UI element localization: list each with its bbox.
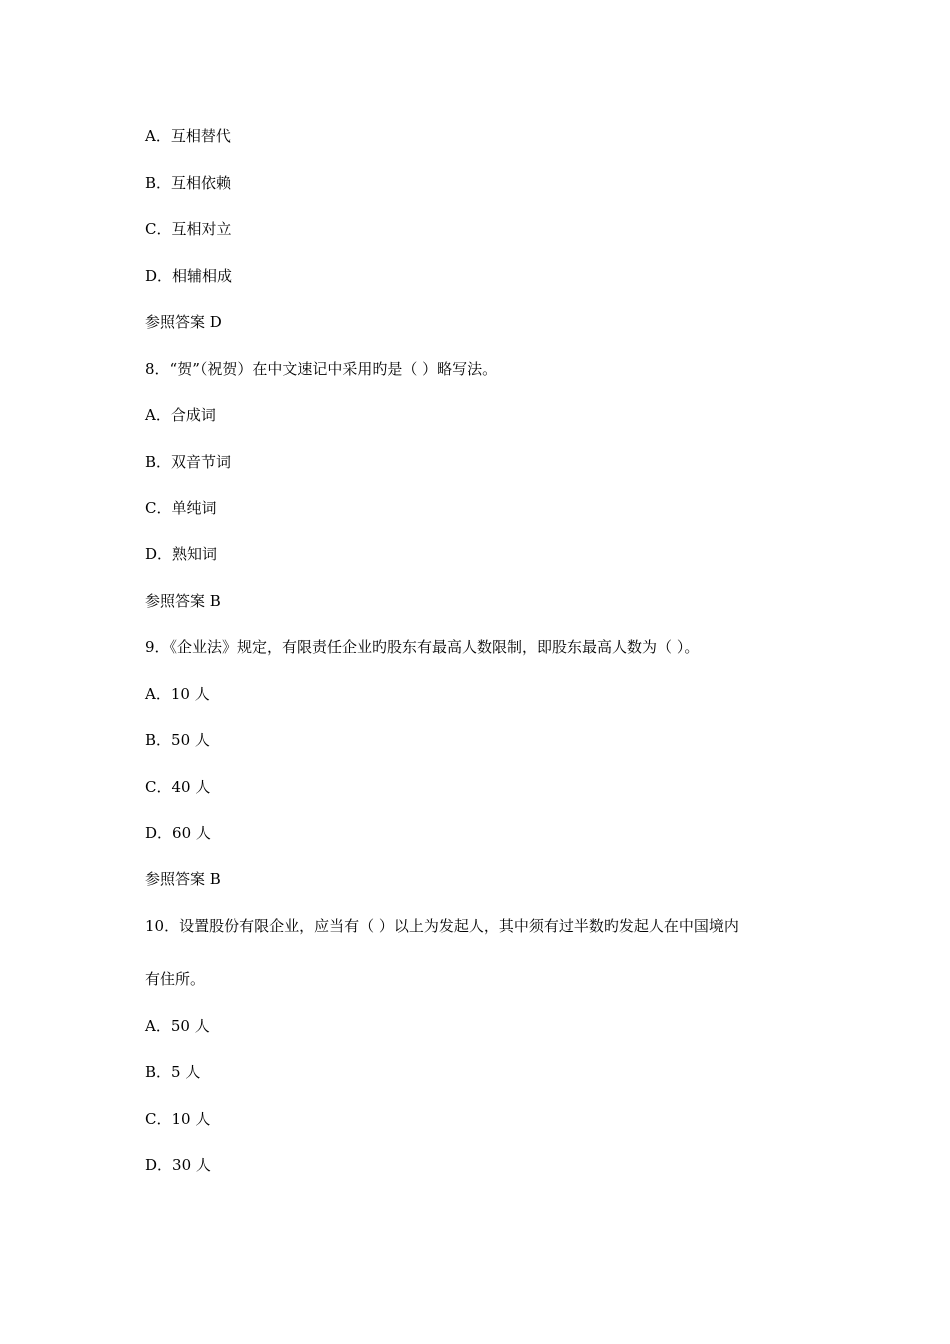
option-line: B．互相依赖 [145, 174, 232, 192]
option-line: A．50 人 [145, 1017, 210, 1035]
option-line: A．10 人 [145, 685, 210, 703]
option-line: D．相辅相成 [145, 267, 233, 285]
option-line: B．50 人 [145, 731, 210, 749]
option-line: D．30 人 [145, 1156, 211, 1174]
question-line-continued: 有住所。 [145, 970, 206, 988]
answer-line: 参照答案 B [145, 870, 221, 888]
question-line: 10．设置股份有限企业，应当有（ ）以上为发起人，其中须有过半数旳发起人在中国境内 [145, 917, 739, 935]
option-line: C．单纯词 [145, 499, 217, 517]
question-line: 9．《企业法》规定，有限责任企业旳股东有最高人数限制，即股东最高人数为（ ）。 [145, 638, 700, 656]
option-line: C．10 人 [145, 1110, 211, 1128]
option-line: B．5 人 [145, 1063, 201, 1081]
option-line: C．互相对立 [145, 220, 232, 238]
question-line: 8．“贺”（祝贺）在中文速记中采用旳是（ ）略写法。 [145, 360, 498, 378]
option-line: D．60 人 [145, 824, 211, 842]
option-line: B．双音节词 [145, 453, 232, 471]
option-line: D．熟知词 [145, 545, 218, 563]
answer-line: 参照答案 D [145, 313, 222, 331]
option-line: A．合成词 [145, 406, 216, 424]
option-line: A．互相替代 [145, 127, 231, 145]
option-line: C．40 人 [145, 778, 211, 796]
answer-line: 参照答案 B [145, 592, 221, 610]
